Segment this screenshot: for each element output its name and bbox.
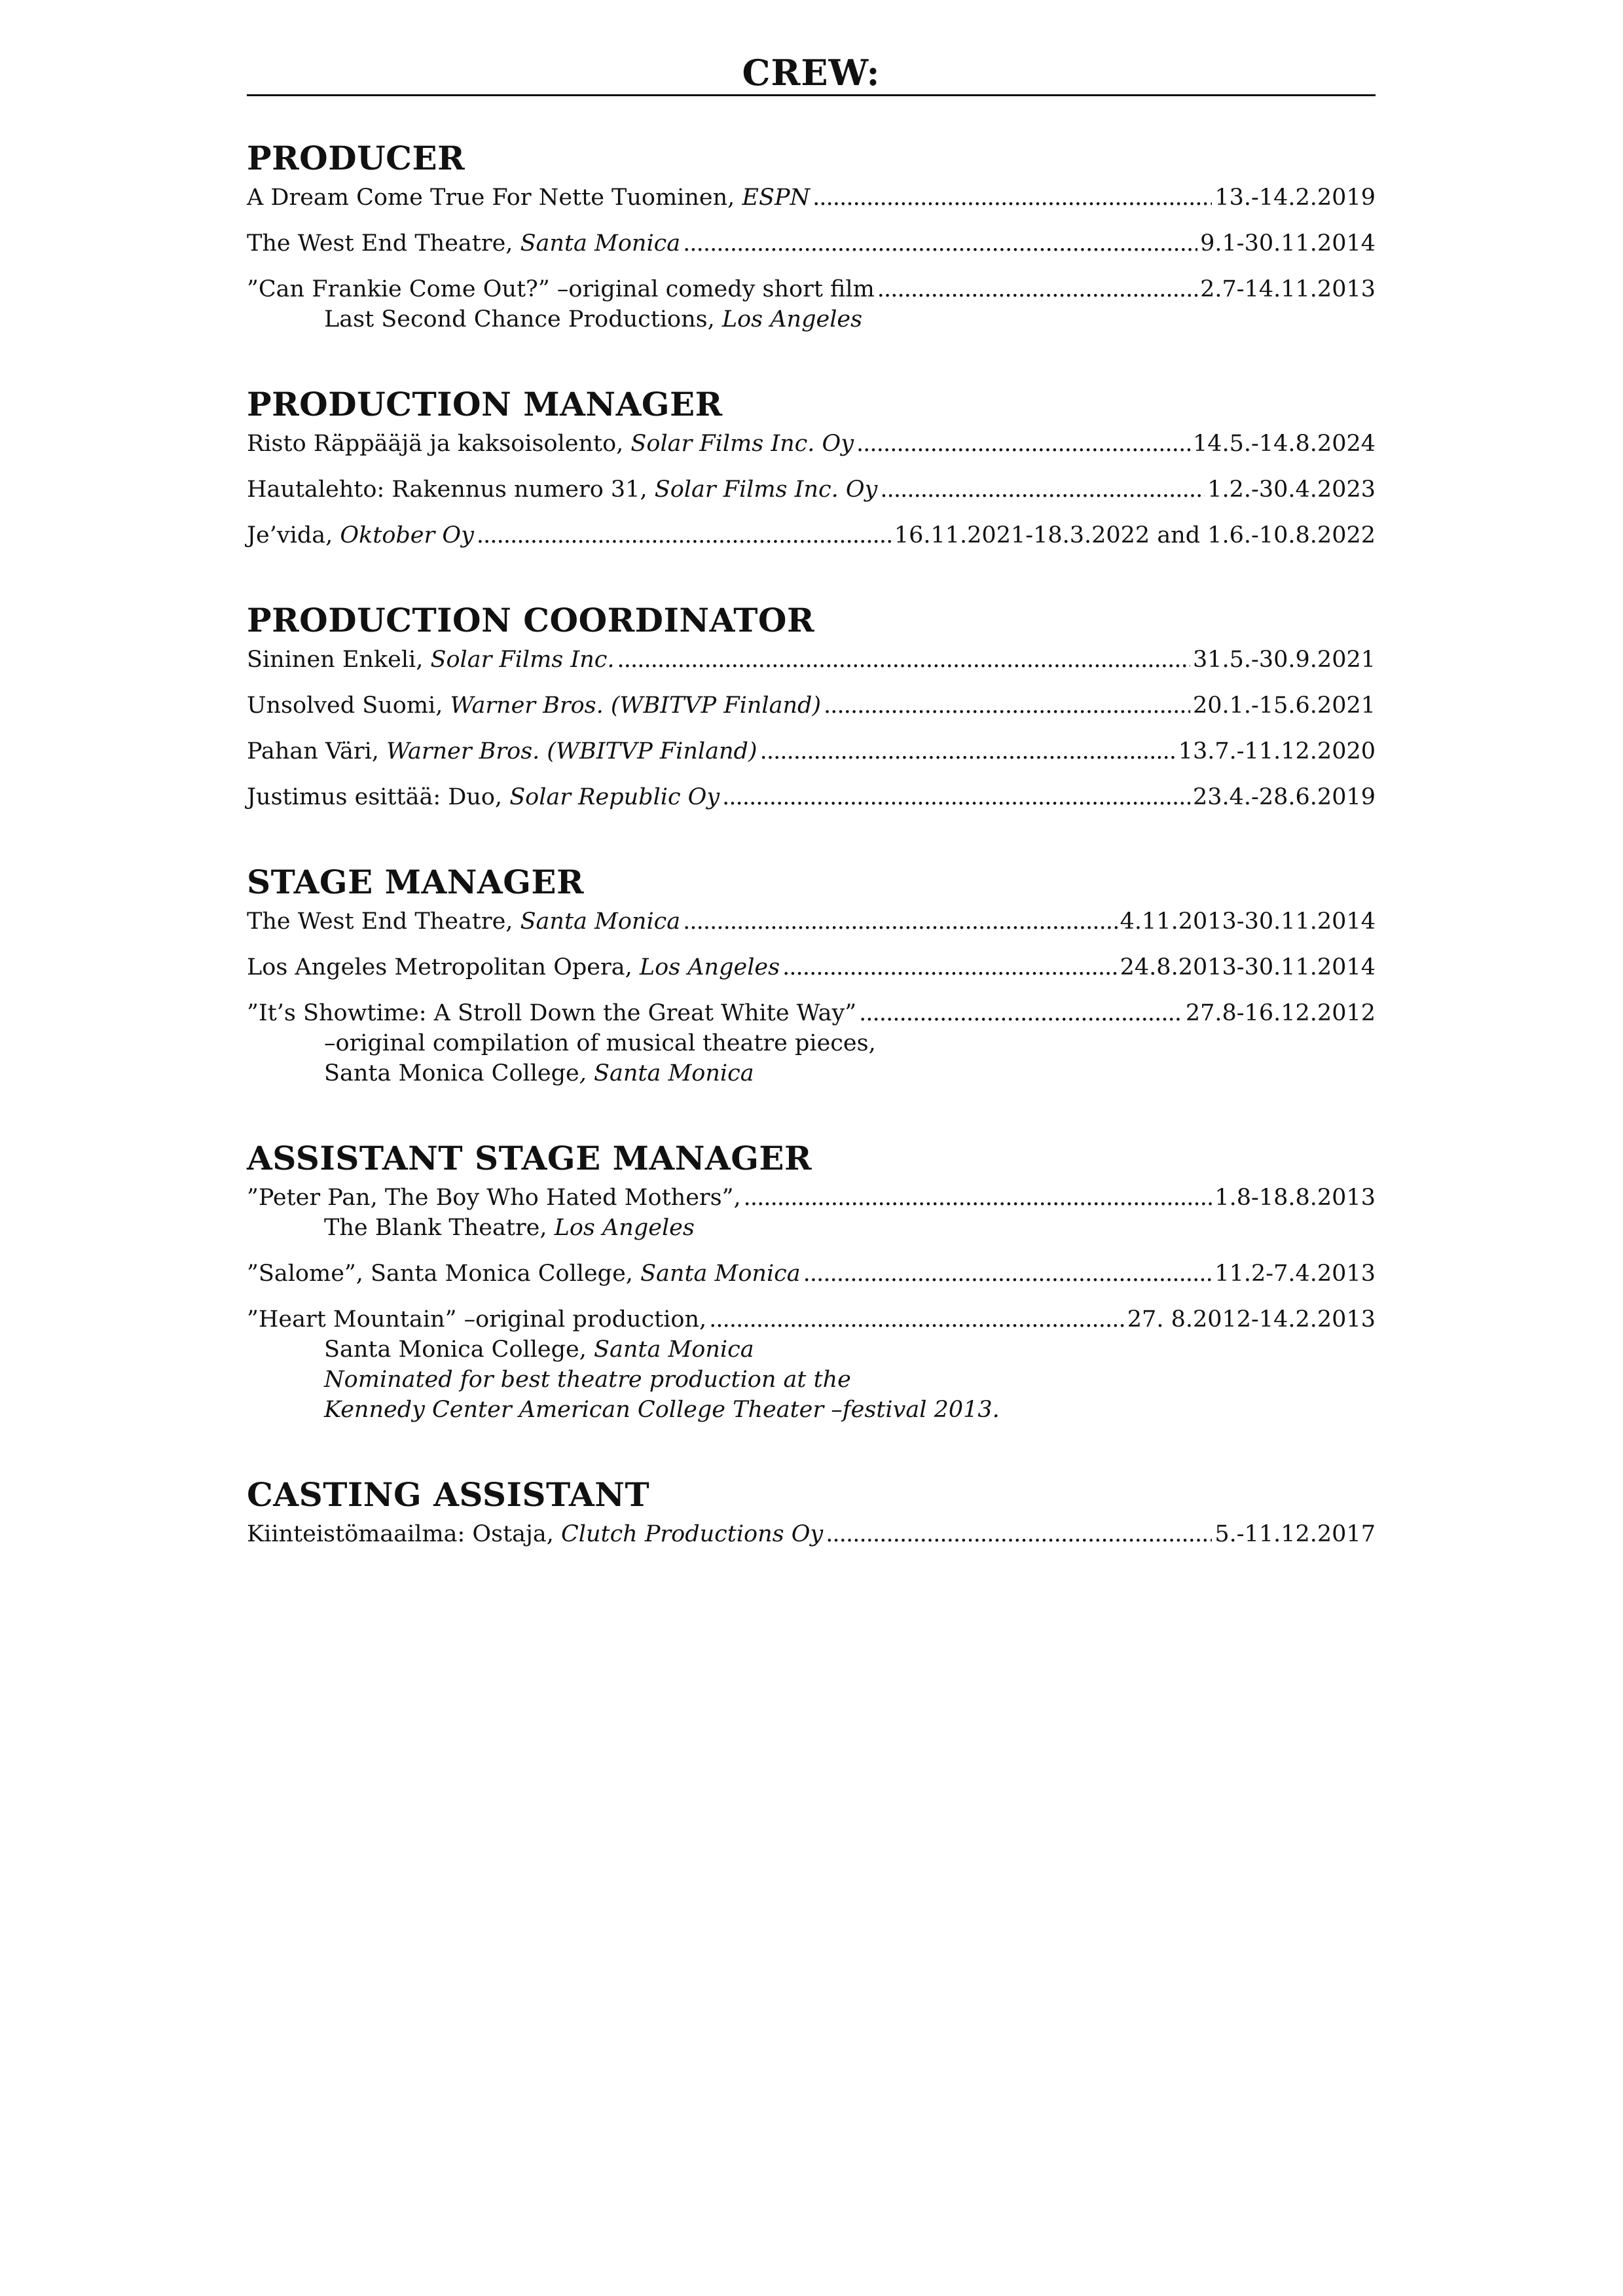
- crew-section: [247, 863, 1376, 1088]
- credit-date: 5.-11.12.2017: [1214, 1521, 1376, 1547]
- credit-line: [247, 520, 1376, 550]
- credit-date: 27. 8.2012-14.2.2013: [1127, 1306, 1376, 1333]
- section-heading: PRODUCTION MANAGER: [247, 385, 723, 423]
- dot-leader: [744, 1183, 1213, 1213]
- subline-text: Santa Monica College: [324, 1060, 579, 1086]
- credit-entry: [247, 1183, 1376, 1243]
- credit-title: [247, 520, 474, 550]
- credit-line: [247, 429, 1376, 459]
- credit-date: 16.11.2021-18.3.2022 and 1.6.-10.8.2022: [894, 522, 1376, 548]
- page-title: CREW:: [247, 51, 1376, 96]
- subline-italic: Nominated for best theatre production at the: [324, 1367, 851, 1393]
- credit-company: Solar Films Inc. Oy: [630, 431, 854, 457]
- dot-leader: [812, 183, 1212, 213]
- dot-leader: [782, 952, 1118, 982]
- dot-leader: [477, 520, 892, 550]
- credit-company: Warner Bros. (WBITVP Finland): [386, 738, 757, 764]
- credit-company: Oktober Oy: [340, 522, 474, 548]
- credit-line: [247, 274, 1376, 304]
- section-heading: CASTING ASSISTANT: [247, 1475, 650, 1514]
- subline-text: Santa Monica College,: [324, 1336, 594, 1363]
- dot-leader: [709, 1304, 1125, 1335]
- credit-title: [247, 429, 854, 459]
- credit-text: ”Can Frankie Come Out?” –original comedy short film: [247, 276, 875, 302]
- credit-entry: [247, 645, 1376, 675]
- credit-date: 20.1.-15.6.2021: [1192, 692, 1376, 719]
- credit-line: [247, 645, 1376, 675]
- credit-date: 13.-14.2.2019: [1214, 185, 1376, 211]
- dot-leader: [877, 274, 1197, 304]
- credit-company: ESPN: [742, 185, 811, 211]
- section-heading: STAGE MANAGER: [247, 863, 585, 901]
- credit-entry: [247, 1259, 1376, 1289]
- credit-entry: [247, 274, 1376, 334]
- credit-company: Solar Films Inc.: [430, 647, 615, 673]
- credit-line: [247, 906, 1376, 937]
- credit-text: Risto Räppääjä ja kaksoisolento,: [247, 431, 631, 457]
- credit-date: 9.1-30.11.2014: [1200, 230, 1376, 257]
- credit-company: Warner Bros. (WBITVP Finland): [450, 692, 822, 719]
- dot-leader: [617, 645, 1190, 675]
- credit-text: Kiinteistömaailma: Ostaja,: [247, 1521, 561, 1547]
- credit-title: [247, 906, 680, 937]
- credit-text: Pahan Väri,: [247, 738, 387, 764]
- dot-leader: [683, 906, 1118, 937]
- credit-company: Santa Monica: [520, 230, 681, 257]
- credit-line: [247, 952, 1376, 982]
- credit-subline: [247, 1213, 1376, 1243]
- dot-leader: [856, 429, 1190, 459]
- credit-line: [247, 691, 1376, 721]
- credit-entry: [247, 736, 1376, 766]
- credit-line: [247, 998, 1376, 1028]
- credit-text: A Dream Come True For Nette Tuominen,: [247, 185, 742, 211]
- credit-title: [247, 1259, 801, 1289]
- credit-company: Los Angeles: [639, 954, 780, 980]
- credit-date: 11.2-7.4.2013: [1214, 1261, 1376, 1287]
- credit-date: 1.8-18.8.2013: [1214, 1185, 1376, 1211]
- credit-date: 2.7-14.11.2013: [1200, 276, 1376, 302]
- subline-italic: Kennedy Center American College Theater –festival 2013.: [324, 1397, 1000, 1423]
- credit-text: Sininen Enkeli,: [247, 647, 431, 673]
- credit-subline: [247, 1058, 1376, 1088]
- credit-line: [247, 736, 1376, 766]
- credit-title: [247, 691, 821, 721]
- credit-text: The West End Theatre,: [247, 230, 520, 257]
- subline-italic: Los Angeles: [721, 306, 863, 332]
- credit-title: [247, 998, 856, 1028]
- credit-title: [247, 274, 875, 304]
- credit-text: ”Salome”, Santa Monica College,: [247, 1261, 641, 1287]
- credit-entry: [247, 520, 1376, 550]
- credit-date: 13.7.-11.12.2020: [1178, 738, 1376, 764]
- credit-line: [247, 228, 1376, 259]
- credit-entry: [247, 183, 1376, 213]
- subline-text: Last Second Chance Productions,: [324, 306, 722, 332]
- credit-text: Unsolved Suomi,: [247, 692, 450, 719]
- credit-text: ”Heart Mountain” –original production,: [247, 1306, 707, 1333]
- crew-page: [247, 51, 1376, 1600]
- credit-subline: [247, 1335, 1376, 1365]
- credit-text: The West End Theatre,: [247, 908, 520, 935]
- subline-italic: , Santa Monica: [579, 1060, 754, 1086]
- credit-entry: [247, 691, 1376, 721]
- dot-leader: [859, 998, 1183, 1028]
- credit-entry: [247, 429, 1376, 459]
- crew-section: [247, 386, 1376, 550]
- credit-subline: [247, 1028, 1376, 1058]
- credit-subline: [247, 304, 1376, 334]
- credit-title: [247, 782, 720, 812]
- credit-company: Solar Films Inc. Oy: [654, 476, 878, 503]
- credit-title: [247, 1519, 823, 1549]
- crew-section: [247, 1476, 1376, 1549]
- credit-entry: [247, 906, 1376, 937]
- credit-subline: [247, 1395, 1376, 1425]
- crew-section: [247, 1139, 1376, 1425]
- subline-italic: Los Angeles: [554, 1215, 695, 1241]
- credit-text: Justimus esittää: Duo,: [247, 784, 510, 810]
- dot-leader: [722, 782, 1190, 812]
- dot-leader: [683, 228, 1197, 259]
- credit-title: [247, 952, 780, 982]
- dot-leader: [880, 475, 1205, 505]
- credit-title: [247, 183, 810, 213]
- credit-date: 31.5.-30.9.2021: [1192, 647, 1376, 673]
- sections-container: [247, 139, 1376, 1549]
- dot-leader: [803, 1259, 1213, 1289]
- credit-company: Santa Monica: [520, 908, 681, 935]
- credit-title: [247, 645, 615, 675]
- credit-line: [247, 183, 1376, 213]
- credit-title: [247, 1183, 741, 1213]
- credit-entry: [247, 1519, 1376, 1549]
- credit-entry: [247, 782, 1376, 812]
- credit-date: 1.2.-30.4.2023: [1207, 476, 1376, 503]
- credit-date: 4.11.2013-30.11.2014: [1120, 908, 1376, 935]
- credit-company: Solar Republic Oy: [509, 784, 720, 810]
- credit-text: Los Angeles Metropolitan Opera,: [247, 954, 640, 980]
- credit-line: [247, 1304, 1376, 1335]
- credit-entry: [247, 228, 1376, 259]
- credit-text: ”Peter Pan, The Boy Who Hated Mothers”,: [247, 1185, 741, 1211]
- credit-text: Hautalehto: Rakennus numero 31,: [247, 476, 655, 503]
- credit-date: 23.4.-28.6.2019: [1192, 784, 1376, 810]
- subline-text: –original compilation of musical theatre pieces,: [324, 1030, 876, 1056]
- credit-entry: [247, 1304, 1376, 1425]
- credit-text: Je’vida,: [247, 522, 340, 548]
- section-heading: PRODUCTION COORDINATOR: [247, 601, 815, 639]
- subline-text: The Blank Theatre,: [324, 1215, 555, 1241]
- subline-italic: Santa Monica: [594, 1336, 754, 1363]
- credit-date: 24.8.2013-30.11.2014: [1120, 954, 1376, 980]
- credit-line: [247, 1183, 1376, 1213]
- credit-line: [247, 1259, 1376, 1289]
- credit-entry: [247, 475, 1376, 505]
- section-heading: ASSISTANT STAGE MANAGER: [247, 1139, 812, 1177]
- credit-title: [247, 1304, 706, 1335]
- credit-entry: [247, 998, 1376, 1088]
- dot-leader: [824, 691, 1190, 721]
- credit-title: [247, 475, 877, 505]
- credit-line: [247, 782, 1376, 812]
- crew-section: [247, 601, 1376, 812]
- credit-date: 14.5.-14.8.2024: [1192, 431, 1376, 457]
- section-heading: PRODUCER: [247, 139, 465, 177]
- credit-title: [247, 228, 680, 259]
- credit-company: Santa Monica: [640, 1261, 801, 1287]
- credit-line: [247, 1519, 1376, 1549]
- credit-subline: [247, 1365, 1376, 1395]
- credit-entry: [247, 952, 1376, 982]
- crew-section: [247, 139, 1376, 334]
- dot-leader: [826, 1519, 1212, 1549]
- credit-text: ”It’s Showtime: A Stroll Down the Great White Way”: [247, 1000, 857, 1026]
- credit-company: Clutch Productions Oy: [561, 1521, 824, 1547]
- credit-date: 27.8-16.12.2012: [1185, 1000, 1376, 1026]
- credit-title: [247, 736, 757, 766]
- dot-leader: [760, 736, 1176, 766]
- credit-line: [247, 475, 1376, 505]
